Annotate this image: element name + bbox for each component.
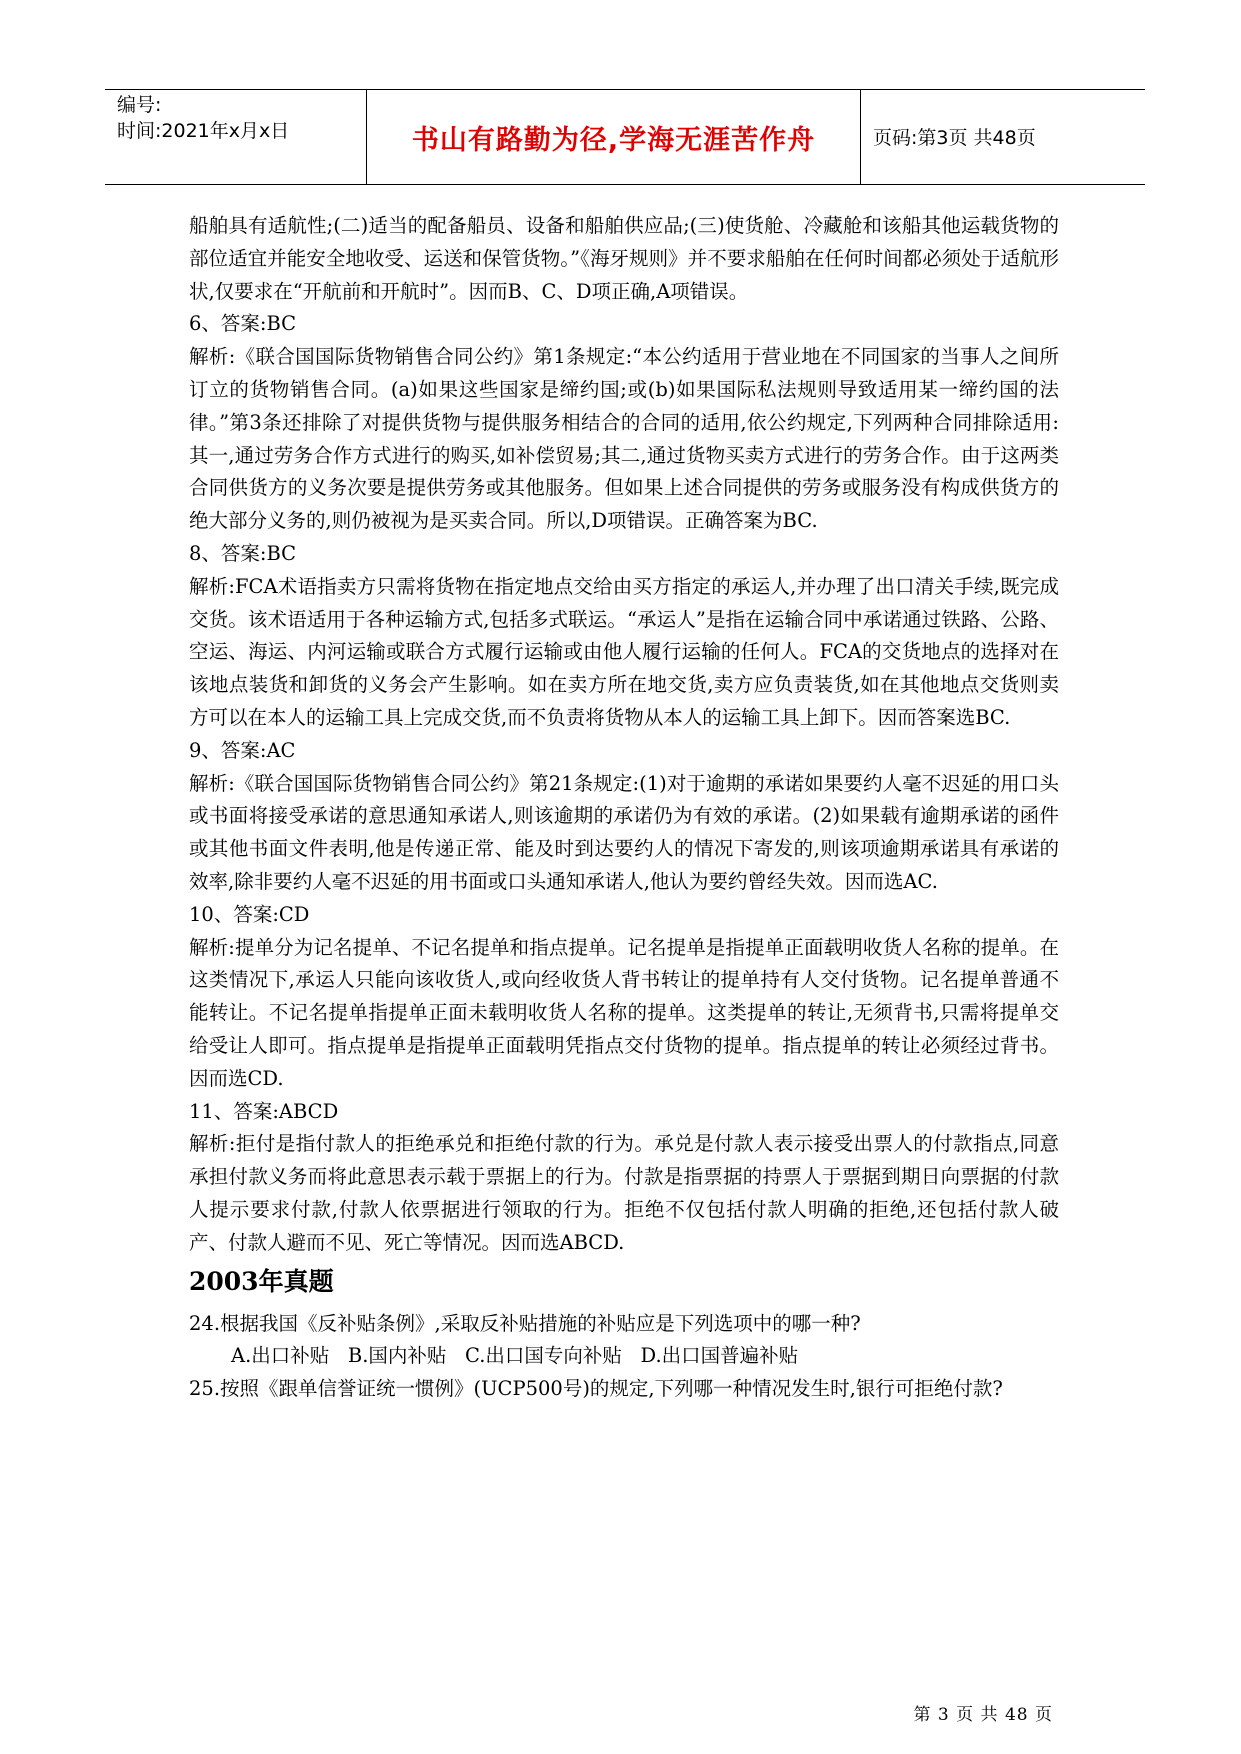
time-label: 时间:2021年x月x日 (117, 120, 290, 142)
answer-line: 6、答案:BC (189, 312, 297, 336)
document-body (189, 210, 1059, 1406)
paragraph: 解析:FCA术语指卖方只需将货物在指定地点交给由买方指定的承运人,并办理了出口清关手续,既完成交货。该术语适用于各种运输方式,包括多式联运。“承运人”是指在运输合同中承诺通过铁路、公路、空运、海运、内河运输或联合方式履行运输或由他人履行运输的任何人。FCA的交货地点的选择对在该地点装货和卸货的义务会产生影响。如在卖方所在地交货,卖方应负责装货,如在其他地点交货则卖方可以在本人的运输工具上完成交货,而不负责将货物从本人的运输工具上卸下。因而答案选BC. (189, 574, 1059, 729)
number-label: 编号: (117, 94, 162, 116)
answer-line: 10、答案:CD (189, 902, 310, 926)
paragraph: 解析:《联合国国际货物销售合同公约》第21条规定:(1)对于逾期的承诺如果要约人毫不迟延的用口头或书面将接受承诺的意思通知承诺人,则该逾期的承诺仍为有效的承诺。(2)如果载有逾期承诺的函件或其他书面文件表明,他是传递正常、能及时到达要约人的情况下寄发的,则该项逾期承诺具有承诺的效率,除非要约人毫不迟延的用书面或口头通知承诺人,他认为要约曾经失效。因而选AC. (189, 771, 1059, 893)
question-24-options: A.出口补贴 B.国内补贴 C.出口国专向补贴 D.出口国普遍补贴 (231, 1344, 799, 1368)
answer-line: 9、答案:AC (189, 738, 296, 762)
paragraph: 解析:提单分为记名提单、不记名提单和指点提单。记名提单是指提单正面载明收货人名称的提单。在这类情况下,承运人只能向该收货人,或向经收货人背书转让的提单持有人交付货物。记名提单普通不能转让。不记名提单指提单正面未载明收货人名称的提单。这类提单的转让,无须背书,只需将提单交给受让人即可。指点提单是指提单正面载明凭指点交付货物的提单。指点提单的转让必须经过背书。因而选CD. (189, 935, 1059, 1090)
question-24: 24.根据我国《反补贴条例》,采取反补贴措施的补贴应是下列选项中的哪一种? (189, 1311, 861, 1335)
answer-line: 11、答案:ABCD (189, 1099, 339, 1123)
question-25: 25.按照《跟单信誉证统一惯例》(UCP500号)的规定,下列哪一种情况发生时,银行可拒绝付款? (189, 1377, 1003, 1401)
paragraph: 解析:《联合国国际货物销售合同公约》第1条规定:“本公约适用于营业地在不同国家的当事人之间所订立的货物销售合同。(a)如果这些国家是缔约国;或(b)如果国际私法规则导致适用某一缔约国的法律。”第3条还排除了对提供货物与提供服务相结合的合同的适用,依公约规定,下列两种合同排除适用:其一,通过劳务合作方式进行的购买,如补偿贸易;其二,通过货物买卖方式进行的劳务合作。由于这两类合同供货方的义务次要是提供劳务或其他服务。但如果上述合同提供的劳务或服务没有构成供货方的绝大部分义务的,则仍被视为是买卖合同。所以,D项错误。正确答案为BC. (189, 345, 1059, 533)
answer-line: 8、答案:BC (189, 541, 297, 565)
header-page-cell (861, 90, 1145, 184)
page-header (105, 89, 1145, 185)
paragraph: 解析:拒付是指付款人的拒绝承兑和拒绝付款的行为。承兑是付款人表示接受出票人的付款指点,同意承担付款义务而将此意思表示载于票据上的行为。付款是指票据的持票人于票据到期日向票据的付款人提示要求付款,付款人依票据进行领取的行为。拒绝不仅包括付款人明确的拒绝,还包括付款人破产、付款人避而不见、死亡等情况。因而选ABCD. (189, 1132, 1059, 1254)
section-title: 2003年真题 (189, 1266, 334, 1296)
page-footer: 第 3 页 共 48 页 (913, 1705, 1053, 1725)
page-code: 页码:第3页 共48页 (873, 127, 1036, 149)
paragraph: 船舶具有适航性;(二)适当的配备船员、设备和船舶供应品;(三)使货舱、冷藏舱和该船其他运载货物的部位适宜并能安全地收受、运送和保管货物。”《海牙规则》并不要求船舶在任何时间都必须处于适航形状,仅要求在“开航前和开航时”。因而B、C、D项正确,A项错误。 (189, 214, 1059, 303)
header-motto-cell (366, 90, 861, 184)
header-info-cell (105, 90, 365, 184)
motto: 书山有路勤为径,学海无涯苦作舟 (411, 125, 816, 156)
